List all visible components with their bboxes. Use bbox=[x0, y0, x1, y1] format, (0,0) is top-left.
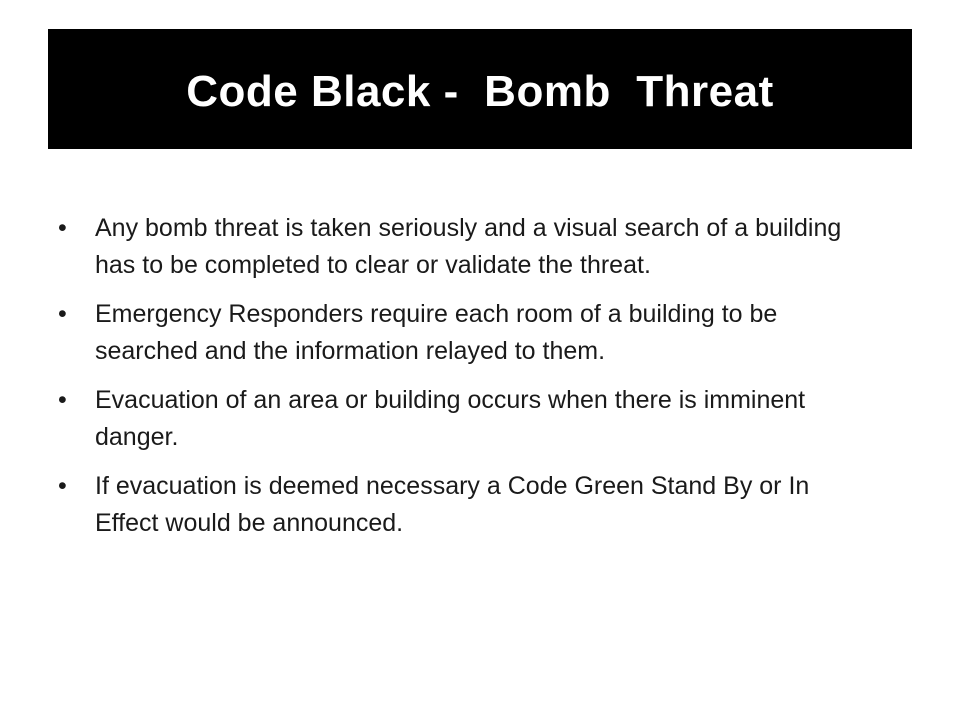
bullet-marker: • bbox=[58, 300, 67, 328]
bullet-marker: • bbox=[58, 472, 67, 500]
bullet-item bbox=[58, 210, 878, 284]
bullet-marker: • bbox=[58, 214, 67, 242]
bullet-text: Evacuation of an area or building occurs when there is imminent danger. bbox=[95, 386, 806, 451]
bullet-text: Emergency Responders require each room of a building to be searched and the information relayed to them. bbox=[95, 300, 778, 365]
bullet-text: Any bomb threat is taken seriously and a visual search of a building has to be completed to clear or validate the threat. bbox=[95, 214, 842, 279]
bullet-marker: • bbox=[58, 386, 67, 414]
bullet-item bbox=[58, 296, 878, 370]
title-banner bbox=[48, 29, 912, 149]
slide-title: Code Black - Bomb Threat bbox=[186, 67, 774, 116]
bullet-list bbox=[58, 210, 878, 554]
bullet-item bbox=[58, 382, 878, 456]
bullet-text: If evacuation is deemed necessary a Code Green Stand By or In Effect would be announced. bbox=[95, 472, 810, 537]
bullet-item bbox=[58, 468, 878, 542]
